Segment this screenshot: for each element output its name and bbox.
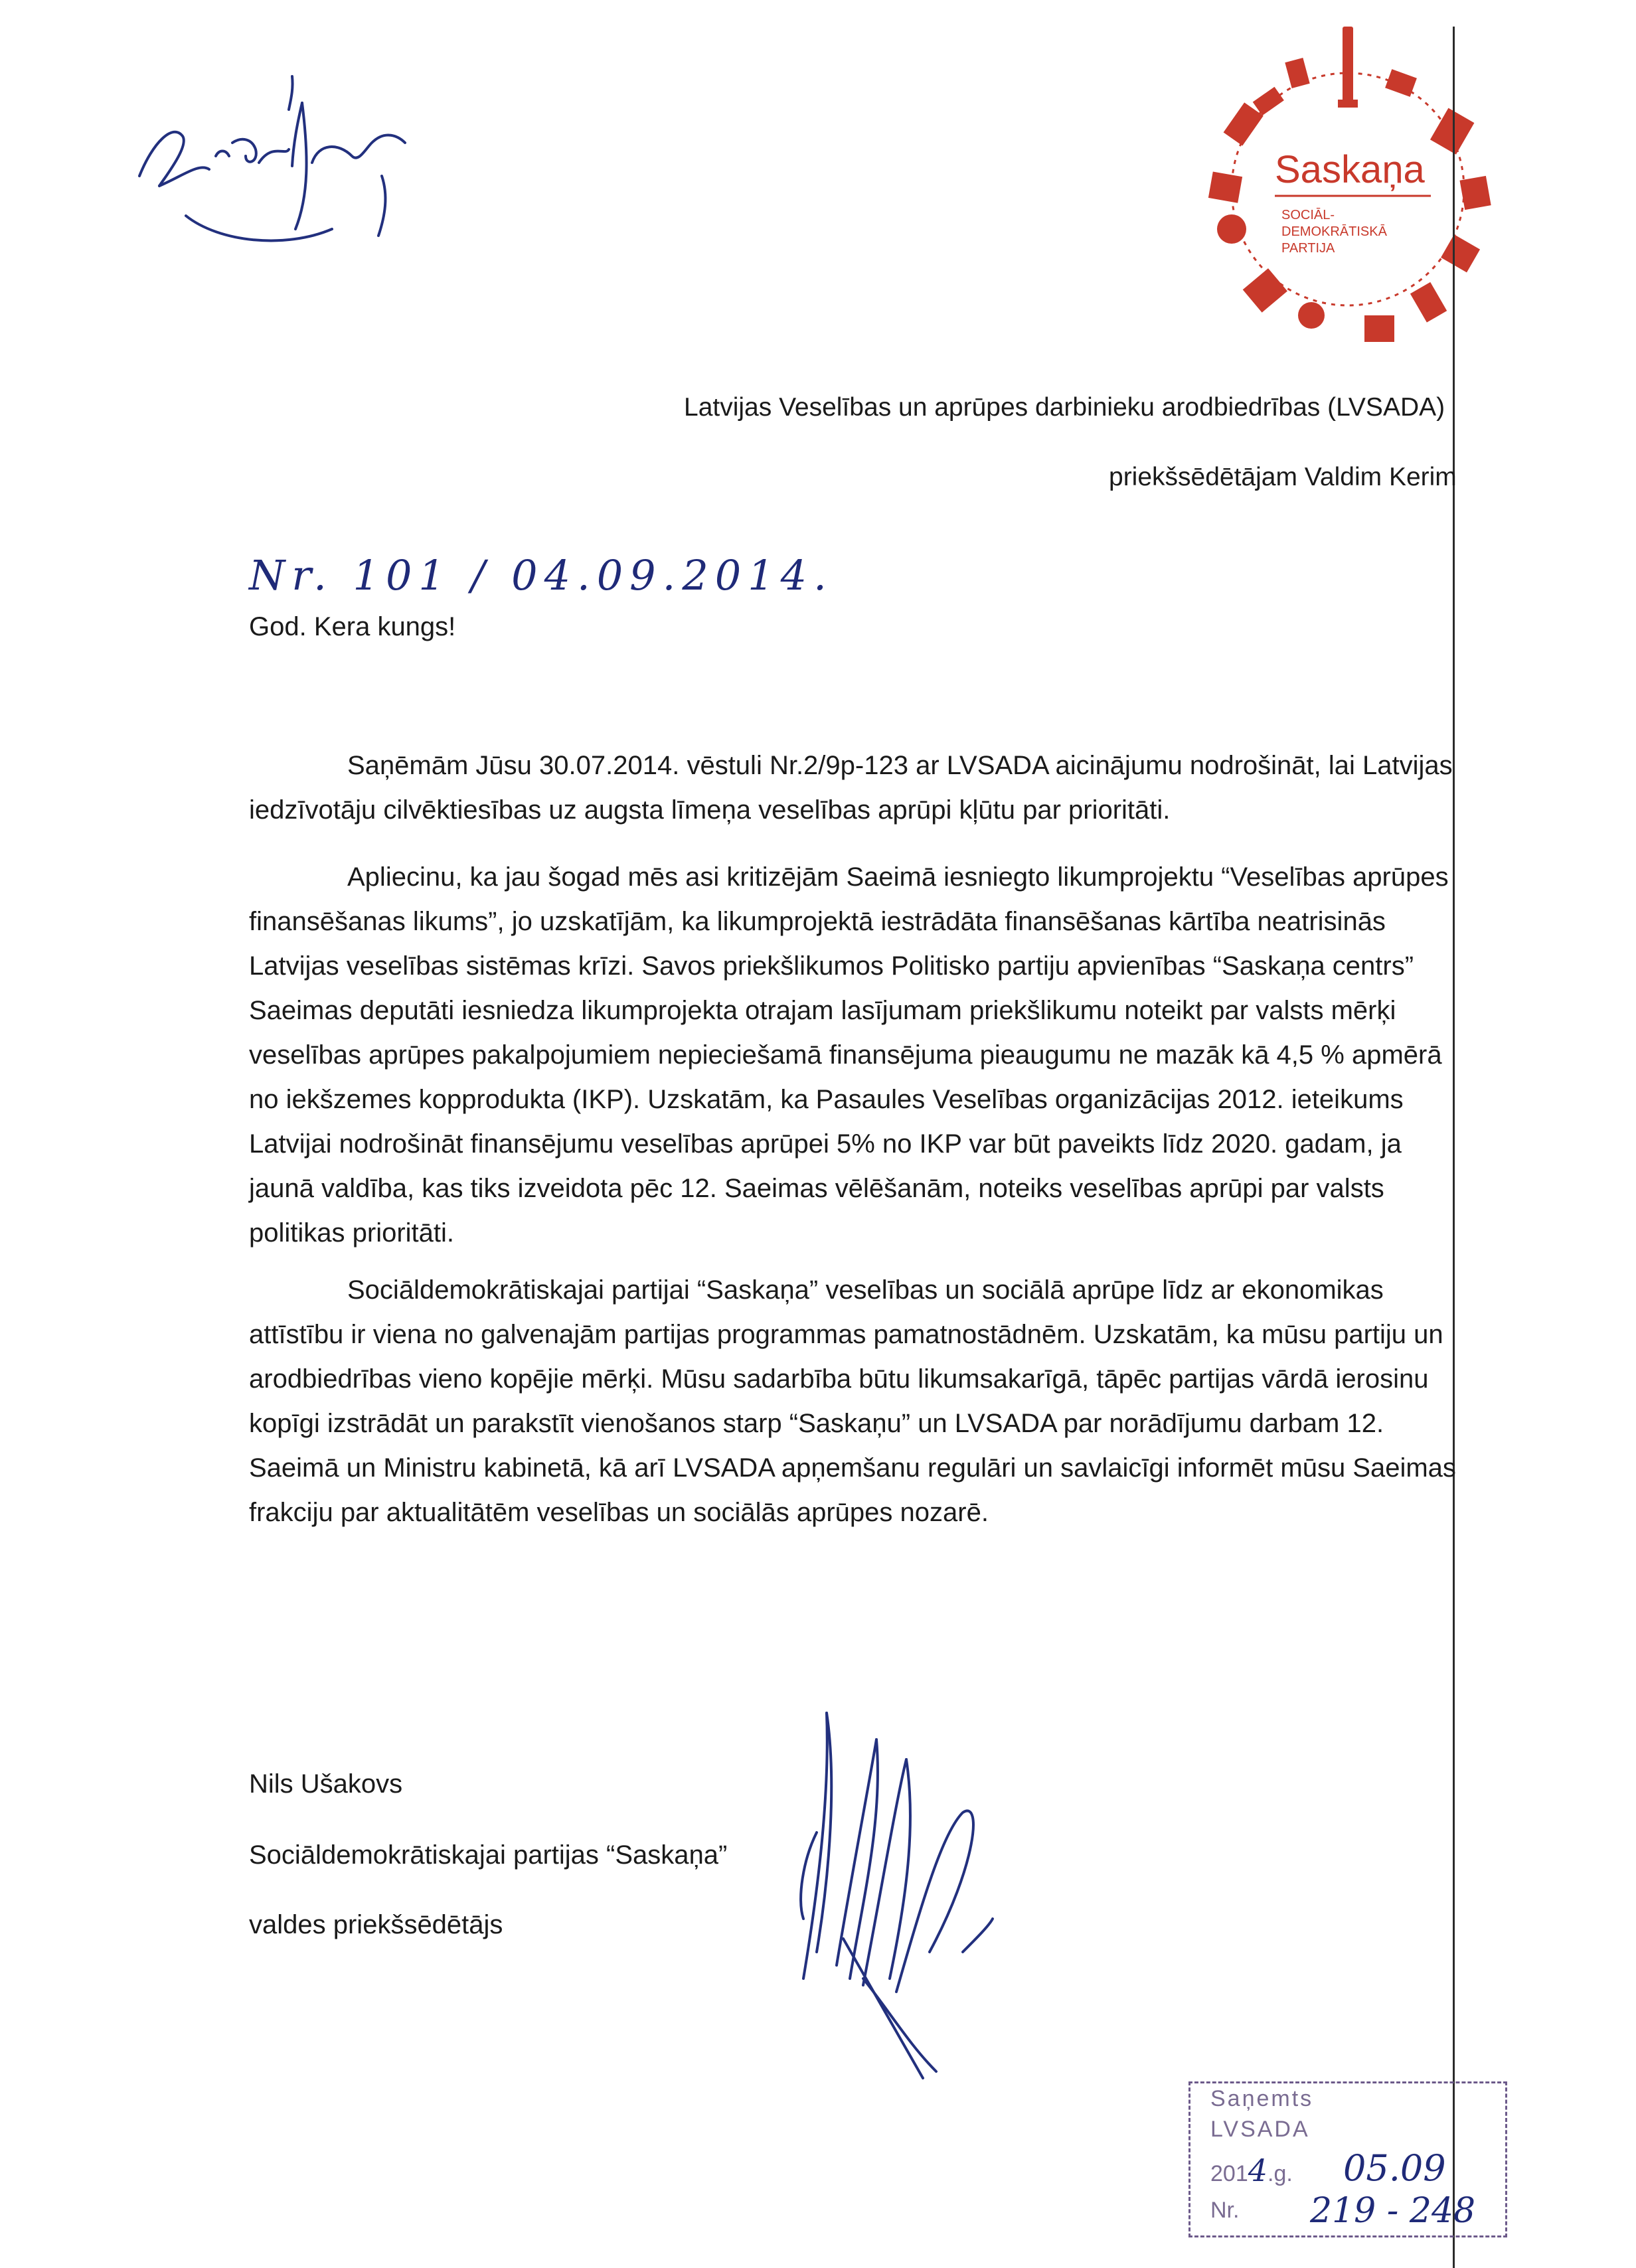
signatory-title-1: Sociāldemokrātiskajai partijas “Saskaņa” (249, 1840, 728, 1870)
letter-body (249, 744, 1464, 833)
logo-emblem (1175, 13, 1520, 359)
handwritten-resolution (120, 63, 425, 262)
saskana-logo (1175, 13, 1520, 359)
receipt-stamp (1188, 2081, 1507, 2237)
letter-body-2 (249, 855, 1464, 1256)
recipient-line-1: Latvijas Veselības un aprūpes darbinieku arodbiedrības (LVSADA) (684, 393, 1445, 422)
paragraph-1: Saņēmām Jūsu 30.07.2014. vēstuli Nr.2/9p-123 ar LVSADA aicinājumu nodrošināt, lai Latvijas iedzīvotāju cilvēktiesības uz augsta līmeņa veselības aprūpi kļūtu par prioritāti. (249, 751, 1453, 825)
paragraph-2: Apliecinu, ka jau šogad mēs asi kritizējām Saeimā iesniegto likumprojektu “Veselības aprūpes finansēšanas likums”, jo uzskatījām, ka likumprojektā iestrādāta finansēšanas kārtība neatrisinās Latvijas veselības sistēmas krīzi. Savos priekšlikumos Politisko partiju apvienības “Saskaņa centrs” Saeimas deputāti iesniedza likumprojekta otrajam lasījumam priekšlikumu noteikt par valsts mērķi veselības aprūpes pakalpojumiem nepieciešamā finansējuma pieaugumu ne mazāk kā 4,5 % apmērā no iekšzemes kopprodukta (IKP). Uzskatām, ka Pasaules Veselības organizācijas 2012. ieteikums Latvijai nodrošināt finansējumu veselības aprūpei 5% no IKP var būt paveikts līdz 2020. gadam, ja jaunā valdība, kas tiks izveidota pēc 12. Saeimas vēlēšanām, noteiks veselības aprūpi par valsts politikas prioritāti. (249, 862, 1449, 1248)
handwriting-scribble (120, 63, 425, 262)
signatory-name: Nils Ušakovs (249, 1769, 403, 1799)
logo-subtitle-1: SOCIĀL- (1281, 208, 1335, 222)
stamp-nr-row (1210, 2191, 1476, 2231)
signatory-title-2: valdes priekšsēdētājs (249, 1910, 503, 1939)
recipient-line-2: priekšsēdētājam Valdim Kerim (1109, 463, 1457, 491)
stamp-year-handwritten: 4 (1248, 2152, 1268, 2188)
signature-scribble (764, 1700, 1016, 2085)
stamp-line-2: LVSADA (1210, 2117, 1310, 2142)
handwritten-signature (764, 1700, 1016, 2085)
letter-body-3 (249, 1268, 1464, 1535)
logo-subtitle-2: DEMOKRĀTISKĀ (1281, 224, 1387, 239)
handwritten-reference-number: Nr. 101 / 04.09.2014. (249, 551, 833, 600)
stamp-nr-label: Nr. (1210, 2198, 1240, 2223)
stamp-year-prefix: 201 (1210, 2161, 1248, 2186)
salutation: God. Kera kungs! (249, 612, 456, 641)
stamp-nr-handwritten: 219 - 248 (1310, 2191, 1476, 2231)
logo-brand: Saskaņa (1275, 148, 1425, 191)
paragraph-3: Sociāldemokrātiskajai partijai “Saskaņa” veselības un sociālā aprūpe līdz ar ekonomikas attīstību ir viena no galvenajām partijas programmas pamatnostādnēm. Uzskatām, ka mūsu partiju un arodbiedrības vieno kopējie mērķi. Mūsu sadarbība būtu likumsakarīgā, tāpēc partijas vārdā ierosinu kopīgi izstrādāt un parakstīt vienošanos starp “Saskaņu” un LVSADA par norādījumu darbam 12. Saeimā un Ministru kabinetā, kā arī LVSADA apņemšanu regulāri un savlaicīgi informēt mūsu Saeimas frakciju par aktualitātēm veselības un sociālās aprūpes nozarē. (249, 1275, 1456, 1527)
stamp-year-suffix: .g. (1268, 2161, 1293, 2186)
stamp-line-1: Saņemts (1210, 2086, 1314, 2111)
stamp-date-handwritten: 05.09 (1343, 2147, 1446, 2189)
logo-subtitle-3: PARTIJA (1281, 241, 1335, 256)
stamp-year-row (1210, 2147, 1446, 2189)
